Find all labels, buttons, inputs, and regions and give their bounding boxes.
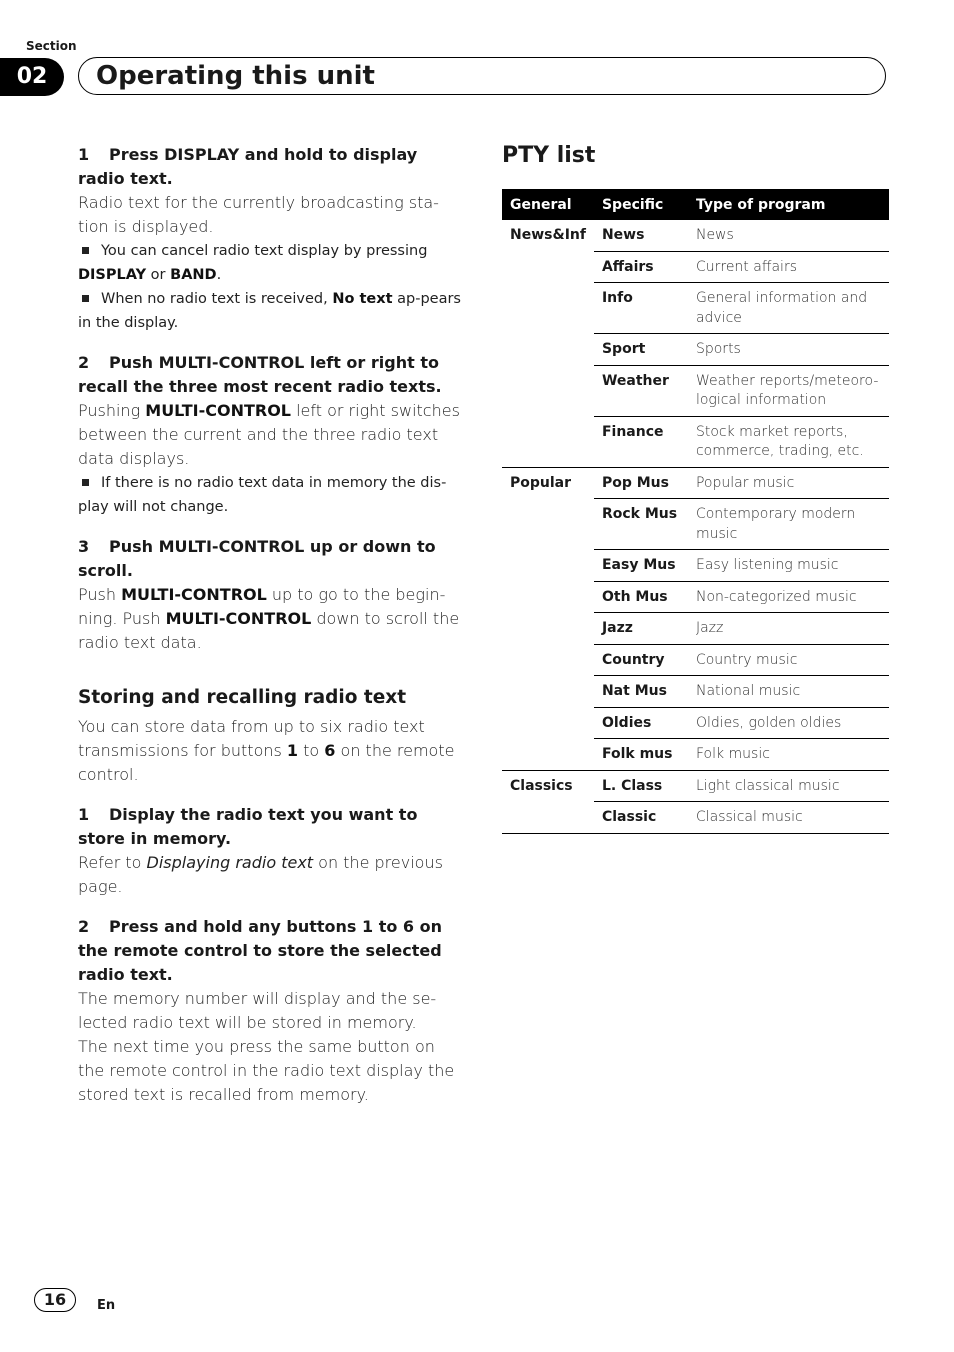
- col-type: Type of program: [688, 189, 889, 220]
- pty-table-row: [502, 707, 889, 739]
- step-2-heading: 2 Push MULTI-CONTROL left or right to recall the three most recent radio texts.: [78, 353, 442, 396]
- cell-general: [502, 613, 594, 645]
- cell-general: [502, 334, 594, 366]
- cell-general: [502, 581, 594, 613]
- page-number: 16: [34, 1288, 76, 1312]
- store-step-1-heading: 1 Display the radio text you want to store in memory.: [78, 805, 418, 848]
- cell-type: Non-categorized music: [688, 581, 889, 613]
- pty-table-row: [502, 676, 889, 708]
- pty-table-row: [502, 365, 889, 416]
- cell-general: [502, 365, 594, 416]
- bullet-icon: [82, 479, 89, 486]
- cell-type: Easy listening music: [688, 550, 889, 582]
- language-label: En: [97, 1298, 116, 1313]
- cell-specific: Classic: [594, 802, 688, 834]
- cell-type: National music: [688, 676, 889, 708]
- cell-specific: Folk mus: [594, 739, 688, 771]
- store-step-2-body-2: The next time you press the same button on the remote control in the radio text display the stored text is recalled from memory.: [78, 1037, 455, 1104]
- cell-general: Popular: [510, 474, 572, 491]
- pty-table-row: [502, 550, 889, 582]
- storing-heading: Storing and recalling radio text: [78, 687, 407, 708]
- pty-table-row: [502, 802, 889, 834]
- bullet-icon: [82, 247, 89, 254]
- note-no-text: When no radio text is received, No text ap-pears in the display.: [78, 291, 461, 331]
- pty-table-row: [502, 220, 889, 251]
- cell-general: [502, 644, 594, 676]
- cell-type: Current affairs: [688, 251, 889, 283]
- cell-type: Classical music: [688, 802, 889, 834]
- store-step-1-body: Refer to Displaying radio text on the previous page.: [78, 853, 443, 896]
- cell-general: [502, 707, 594, 739]
- cell-type: General information and advice: [688, 283, 889, 334]
- cell-general: [502, 550, 594, 582]
- cell-specific: Affairs: [594, 251, 688, 283]
- pty-table-row: [502, 251, 889, 283]
- cell-specific: Sport: [594, 334, 688, 366]
- cell-general: [502, 283, 594, 334]
- step-3-heading: 3 Push MULTI-CONTROL up or down to scroll.: [78, 537, 436, 580]
- pty-table-row: [502, 416, 889, 467]
- cell-type: News: [688, 220, 889, 251]
- col-general: General: [502, 189, 594, 220]
- step-1-body: Radio text for the currently broadcasting sta-tion is displayed.: [78, 193, 439, 236]
- pty-table-row: [502, 334, 889, 366]
- pty-table-row: [502, 581, 889, 613]
- step-1-heading: 1 Press DISPLAY and hold to display radio text.: [78, 145, 418, 188]
- bullet-icon: [82, 295, 89, 302]
- cell-specific: News: [594, 220, 688, 251]
- col-specific: Specific: [594, 189, 688, 220]
- cell-type: Weather reports/meteoro-logical information: [688, 365, 889, 416]
- cell-type: Stock market reports, commerce, trading, etc.: [688, 416, 889, 467]
- cell-type: Contemporary modern music: [688, 499, 889, 550]
- cell-type: Popular music: [688, 467, 889, 499]
- storing-body: You can store data from up to six radio text transmissions for buttons 1 to 6 on the remote control.: [78, 717, 455, 784]
- cell-general: [502, 251, 594, 283]
- cell-specific: Jazz: [594, 613, 688, 645]
- right-column: [502, 140, 889, 834]
- cell-type: Sports: [688, 334, 889, 366]
- pty-table-row: [502, 613, 889, 645]
- pty-table-row: [502, 770, 889, 802]
- cell-general: [502, 416, 594, 467]
- pty-table-row: [502, 499, 889, 550]
- cell-specific: Finance: [594, 416, 688, 467]
- pty-table-row: [502, 739, 889, 771]
- cell-type: Light classical music: [688, 770, 889, 802]
- note-cancel-radio-text: You can cancel radio text display by pressing DISPLAY or BAND.: [78, 243, 428, 283]
- cell-general: [502, 802, 594, 834]
- cell-specific: L. Class: [594, 770, 688, 802]
- store-step-2-heading: 2 Press and hold any buttons 1 to 6 on the remote control to store the selected radio text.: [78, 917, 442, 984]
- cell-type: Jazz: [688, 613, 889, 645]
- cell-type: Country music: [688, 644, 889, 676]
- pty-table: [502, 189, 889, 834]
- page-title: Operating this unit: [96, 61, 375, 91]
- cell-general: [502, 499, 594, 550]
- pty-table-header: [502, 189, 889, 220]
- cell-specific: Info: [594, 283, 688, 334]
- cell-type: Oldies, golden oldies: [688, 707, 889, 739]
- cell-specific: Country: [594, 644, 688, 676]
- cell-specific: Easy Mus: [594, 550, 688, 582]
- cell-general: News&Inf: [510, 227, 586, 243]
- left-column: [78, 143, 466, 1107]
- step-3-body: Push MULTI-CONTROL up to go to the begin-ning. Push MULTI-CONTROL down to scroll the radio text data.: [78, 585, 460, 652]
- store-step-2-body: The memory number will display and the se-lected radio text will be stored in memory.: [78, 989, 437, 1032]
- section-number-badge: 02: [0, 58, 64, 96]
- note-no-memory: If there is no radio text data in memory the dis-play will not change.: [78, 475, 447, 515]
- step-2-body: Pushing MULTI-CONTROL left or right switches between the current and the three radio text data displays.: [78, 401, 460, 468]
- cell-type: Folk music: [688, 739, 889, 771]
- pty-table-row: [502, 283, 889, 334]
- cell-specific: Pop Mus: [594, 467, 688, 499]
- pty-list-heading: PTY list: [502, 143, 596, 168]
- pty-table-row: [502, 644, 889, 676]
- cell-specific: Rock Mus: [594, 499, 688, 550]
- cell-general: [502, 676, 594, 708]
- cell-specific: Oth Mus: [594, 581, 688, 613]
- section-label: Section: [26, 39, 77, 53]
- cell-specific: Nat Mus: [594, 676, 688, 708]
- cell-general: Classics: [510, 777, 573, 794]
- cell-general: [502, 739, 594, 771]
- cell-specific: Weather: [594, 365, 688, 416]
- pty-table-row: [502, 467, 889, 499]
- cell-specific: Oldies: [594, 707, 688, 739]
